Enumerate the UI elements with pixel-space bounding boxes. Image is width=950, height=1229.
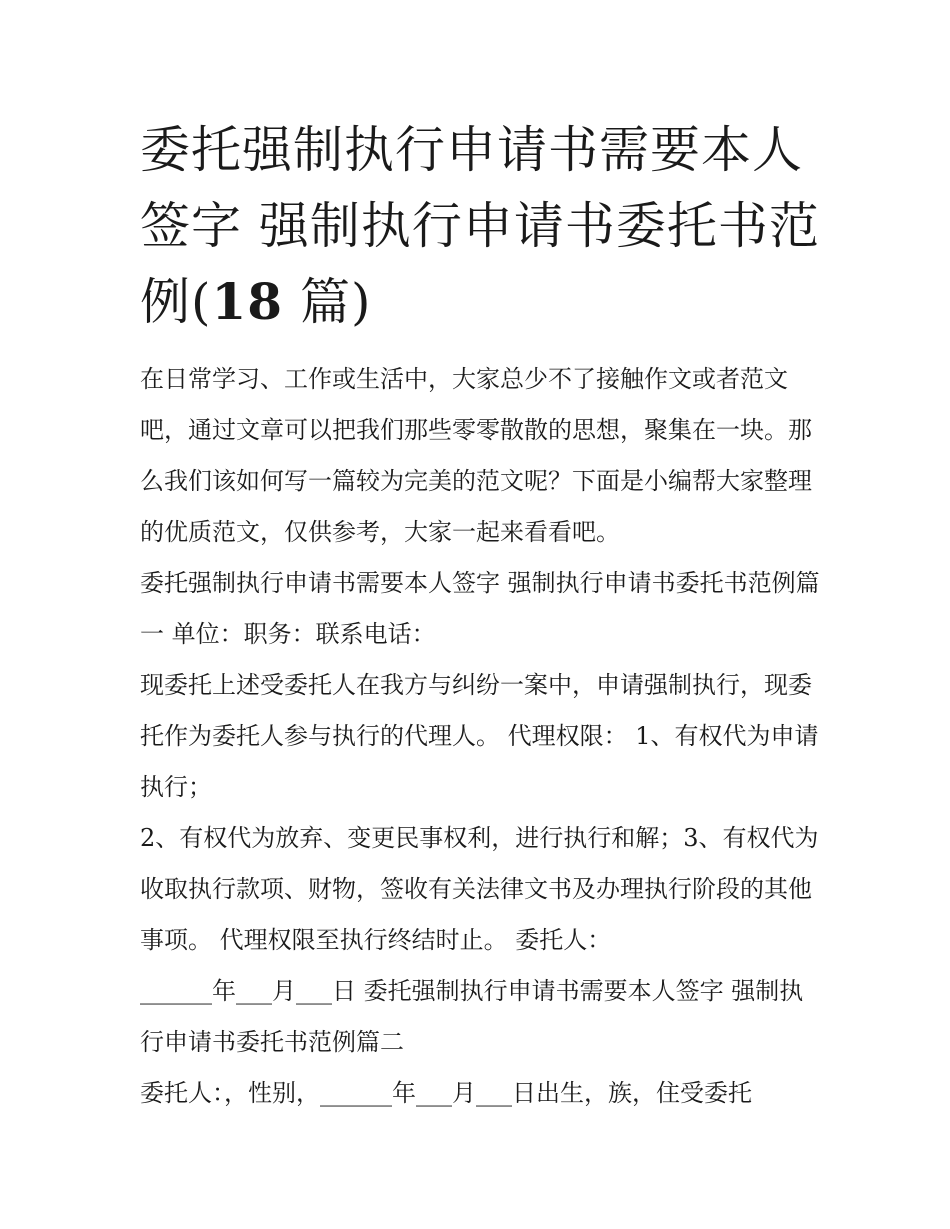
body-paragraph: 委托人：，性别，______年___月___日出生，族，住受委托 xyxy=(140,1079,752,1107)
document-page xyxy=(140,112,820,1119)
title-suffix: 篇) xyxy=(283,273,372,331)
title-count: 18 xyxy=(211,272,284,331)
section-one-heading: 委托强制执行申请书需要本人签字 强制执行申请书委托书范例篇一 单位：职务：联系电话： xyxy=(140,569,820,648)
signature-date-line: ______年___月___日 委托强制执行申请书需要本人签字 强制执行申请书委托书范例篇二 xyxy=(140,977,804,1056)
intro-paragraph: 在日常学习、工作或生活中，大家总少不了接触作文或者范文吧，通过文章可以把我们那些零零散散的思想，聚集在一块。那么我们该如何写一篇较为完美的范文呢？下面是小编帮大家整理的优质范文，仅供参考，大家一起来看看吧。 xyxy=(140,365,812,546)
document-title xyxy=(140,112,820,340)
body-paragraph: 现委托上述受委托人在我方与纠纷一案中，申请强制执行，现委托作为委托人参与执行的代理人。 代理权限： 1、有权代为申请执行； xyxy=(140,671,819,801)
title-text: 委托强制执行申请书需要本人签字 强制执行申请书委托书范例( xyxy=(140,121,820,331)
body-paragraph: 2、有权代为放弃、变更民事权利，进行执行和解；3、有权代为收取执行款项、财物，签收有关法律文书及办理执行阶段的其他事项。 代理权限至执行终结时止。 委托人： xyxy=(140,824,819,954)
document-body xyxy=(140,354,820,1119)
